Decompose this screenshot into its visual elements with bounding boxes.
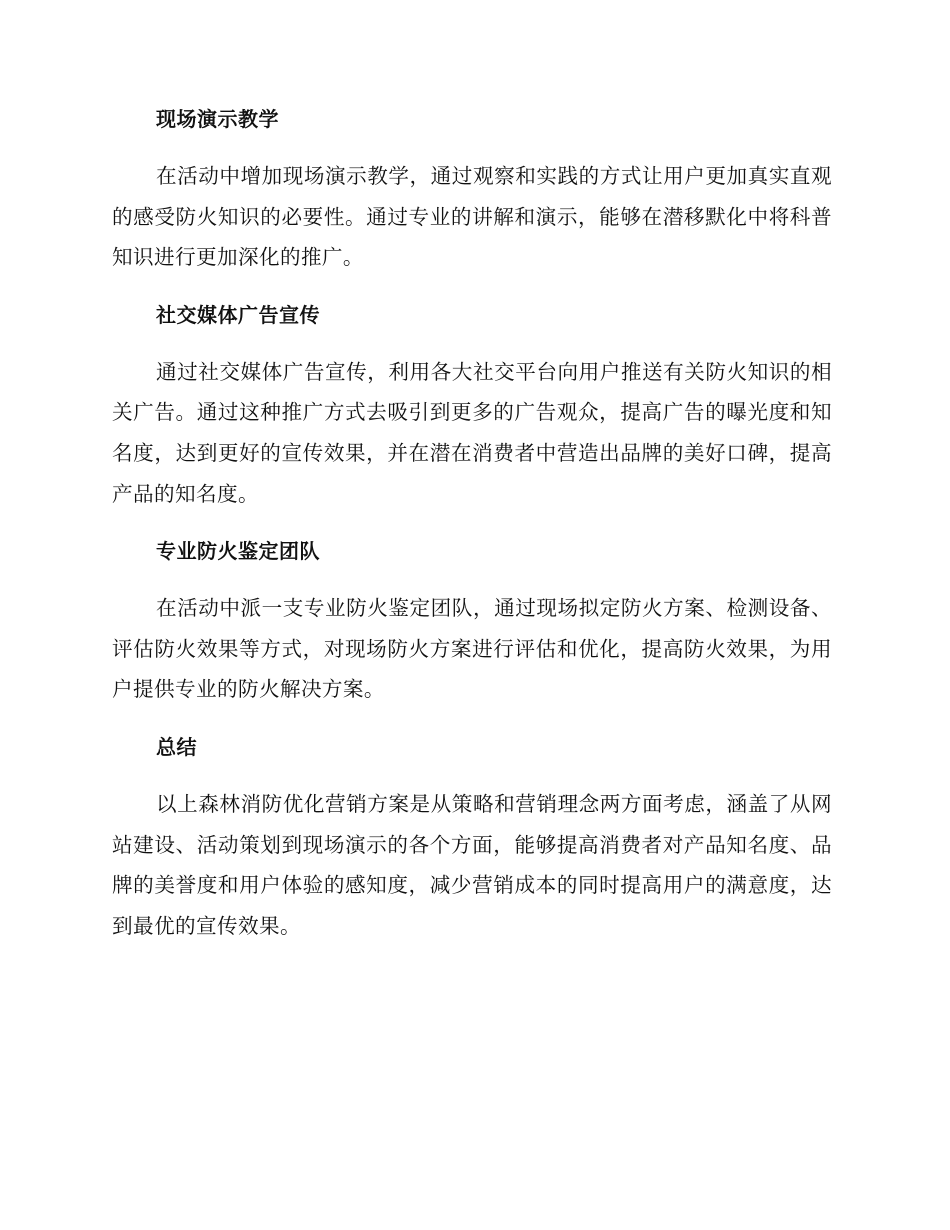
section-heading: 现场演示教学 bbox=[156, 107, 279, 131]
section-onsite-demo bbox=[112, 104, 832, 278]
section-summary bbox=[112, 732, 832, 946]
section-paragraph: 以上森林消防优化营销方案是从策略和营销理念两方面考虑，涵盖了从网站建设、活动策划到现场演示的各个方面，能够提高消费者对产品知名度、品牌的美誉度和用户体验的感知度，减少营销成本的同时提高用户的满意度，达到最优的宣传效果。 bbox=[112, 791, 832, 938]
section-social-media-ads bbox=[112, 300, 832, 514]
section-heading: 社交媒体广告宣传 bbox=[156, 302, 320, 327]
section-paragraph: 在活动中增加现场演示教学，通过观察和实践的方式让用户更加真实直观的感受防火知识的必要性。通过专业的讲解和演示，能够在潜移默化中将科普知识进行更加深化的推广。 bbox=[112, 164, 832, 270]
section-heading: 总结 bbox=[156, 734, 197, 759]
section-heading: 专业防火鉴定团队 bbox=[156, 539, 320, 564]
section-paragraph: 通过社交媒体广告宣传，利用各大社交平台向用户推送有关防火知识的相关广告。通过这种推广方式去吸引到更多的广告观众，提高广告的曝光度和知名度，达到更好的宣传效果，并在潜在消费者中营造出品牌的美好口碑，提高产品的知名度。 bbox=[112, 359, 832, 506]
section-fire-assessment-team bbox=[112, 536, 832, 710]
document-page bbox=[112, 104, 832, 968]
section-paragraph: 在活动中派一支专业防火鉴定团队，通过现场拟定防火方案、检测设备、评估防火效果等方式，对现场防火方案进行评估和优化，提高防火效果，为用户提供专业的防火解决方案。 bbox=[112, 596, 832, 702]
